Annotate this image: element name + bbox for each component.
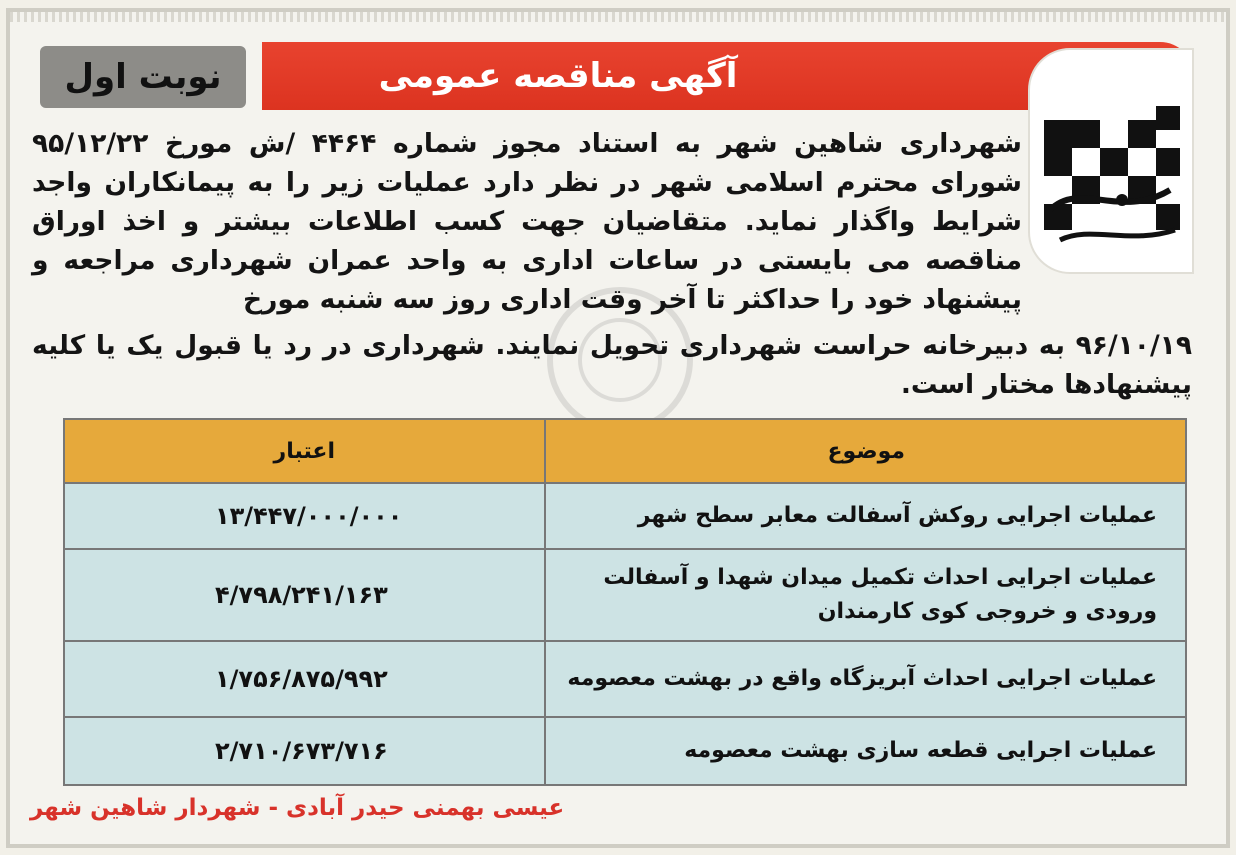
column-header-subject: موضوع xyxy=(545,419,1186,483)
table-row xyxy=(64,641,1186,717)
table-row xyxy=(64,549,1186,641)
column-header-credit: اعتبار xyxy=(64,419,545,483)
announcement-title: آگهی مناقصه عمومی xyxy=(378,56,738,96)
table-header-row xyxy=(64,419,1186,483)
announcement-paragraph: شهرداری شاهین شهر به استناد مجوز شماره ۴۴۶۴ /ش مورخ ۹۵/۱۲/۲۲ شورای محترم اسلامی شهر در نظر دارد عملیات زیر را به پیمانکاران واجد شرایط واگذار نماید. متقاضیان جهت کسب اطلاعات بیشتر و اخذ اوراق مناقصه می بایستی در ساعات اداری به واحد عمران شهرداری مراجعه و پیشنهاد خود را حداکثر تا آخر وقت اداری روز سه شنبه مورخ xyxy=(32,128,1022,315)
row-subject: عملیات اجرایی روکش آسفالت معابر سطح شهر xyxy=(545,483,1186,549)
edition-badge: نوبت اول xyxy=(40,46,246,108)
row-credit: ۴/۷۹۸/۲۴۱/۱۶۳ xyxy=(64,549,545,641)
mayor-signature: عیسی بهمنی حیدر آبادی - شهردار شاهین شهر xyxy=(30,795,565,821)
row-subject: عملیات اجرایی قطعه سازی بهشت معصومه xyxy=(545,717,1186,785)
row-credit: ۲/۷۱۰/۶۷۳/۷۱۶ xyxy=(64,717,545,785)
table-row xyxy=(64,483,1186,549)
row-subject: عملیات اجرایی احداث آبریزگاه واقع در بهشت معصومه xyxy=(545,641,1186,717)
row-subject: عملیات اجرایی احداث تکمیل میدان شهدا و آسفالت ورودی و خروجی کوی کارمندان xyxy=(545,549,1186,641)
announcement-paragraph-tail: ۹۶/۱۰/۱۹ به دبیرخانه حراست شهرداری تحویل نمایند. شهرداری در رد یا قبول یک یا کلیه پیشنهادها مختار است. xyxy=(32,330,1192,400)
row-credit: ۱۳/۴۴۷/۰۰۰/۰۰۰ xyxy=(64,483,545,549)
table-row xyxy=(64,717,1186,785)
top-border xyxy=(10,12,1226,22)
checkered-flag-logo-icon xyxy=(1030,50,1192,272)
row-credit: ۱/۷۵۶/۸۷۵/۹۹۲ xyxy=(64,641,545,717)
tender-table xyxy=(63,418,1187,786)
municipality-logo xyxy=(1028,48,1194,274)
